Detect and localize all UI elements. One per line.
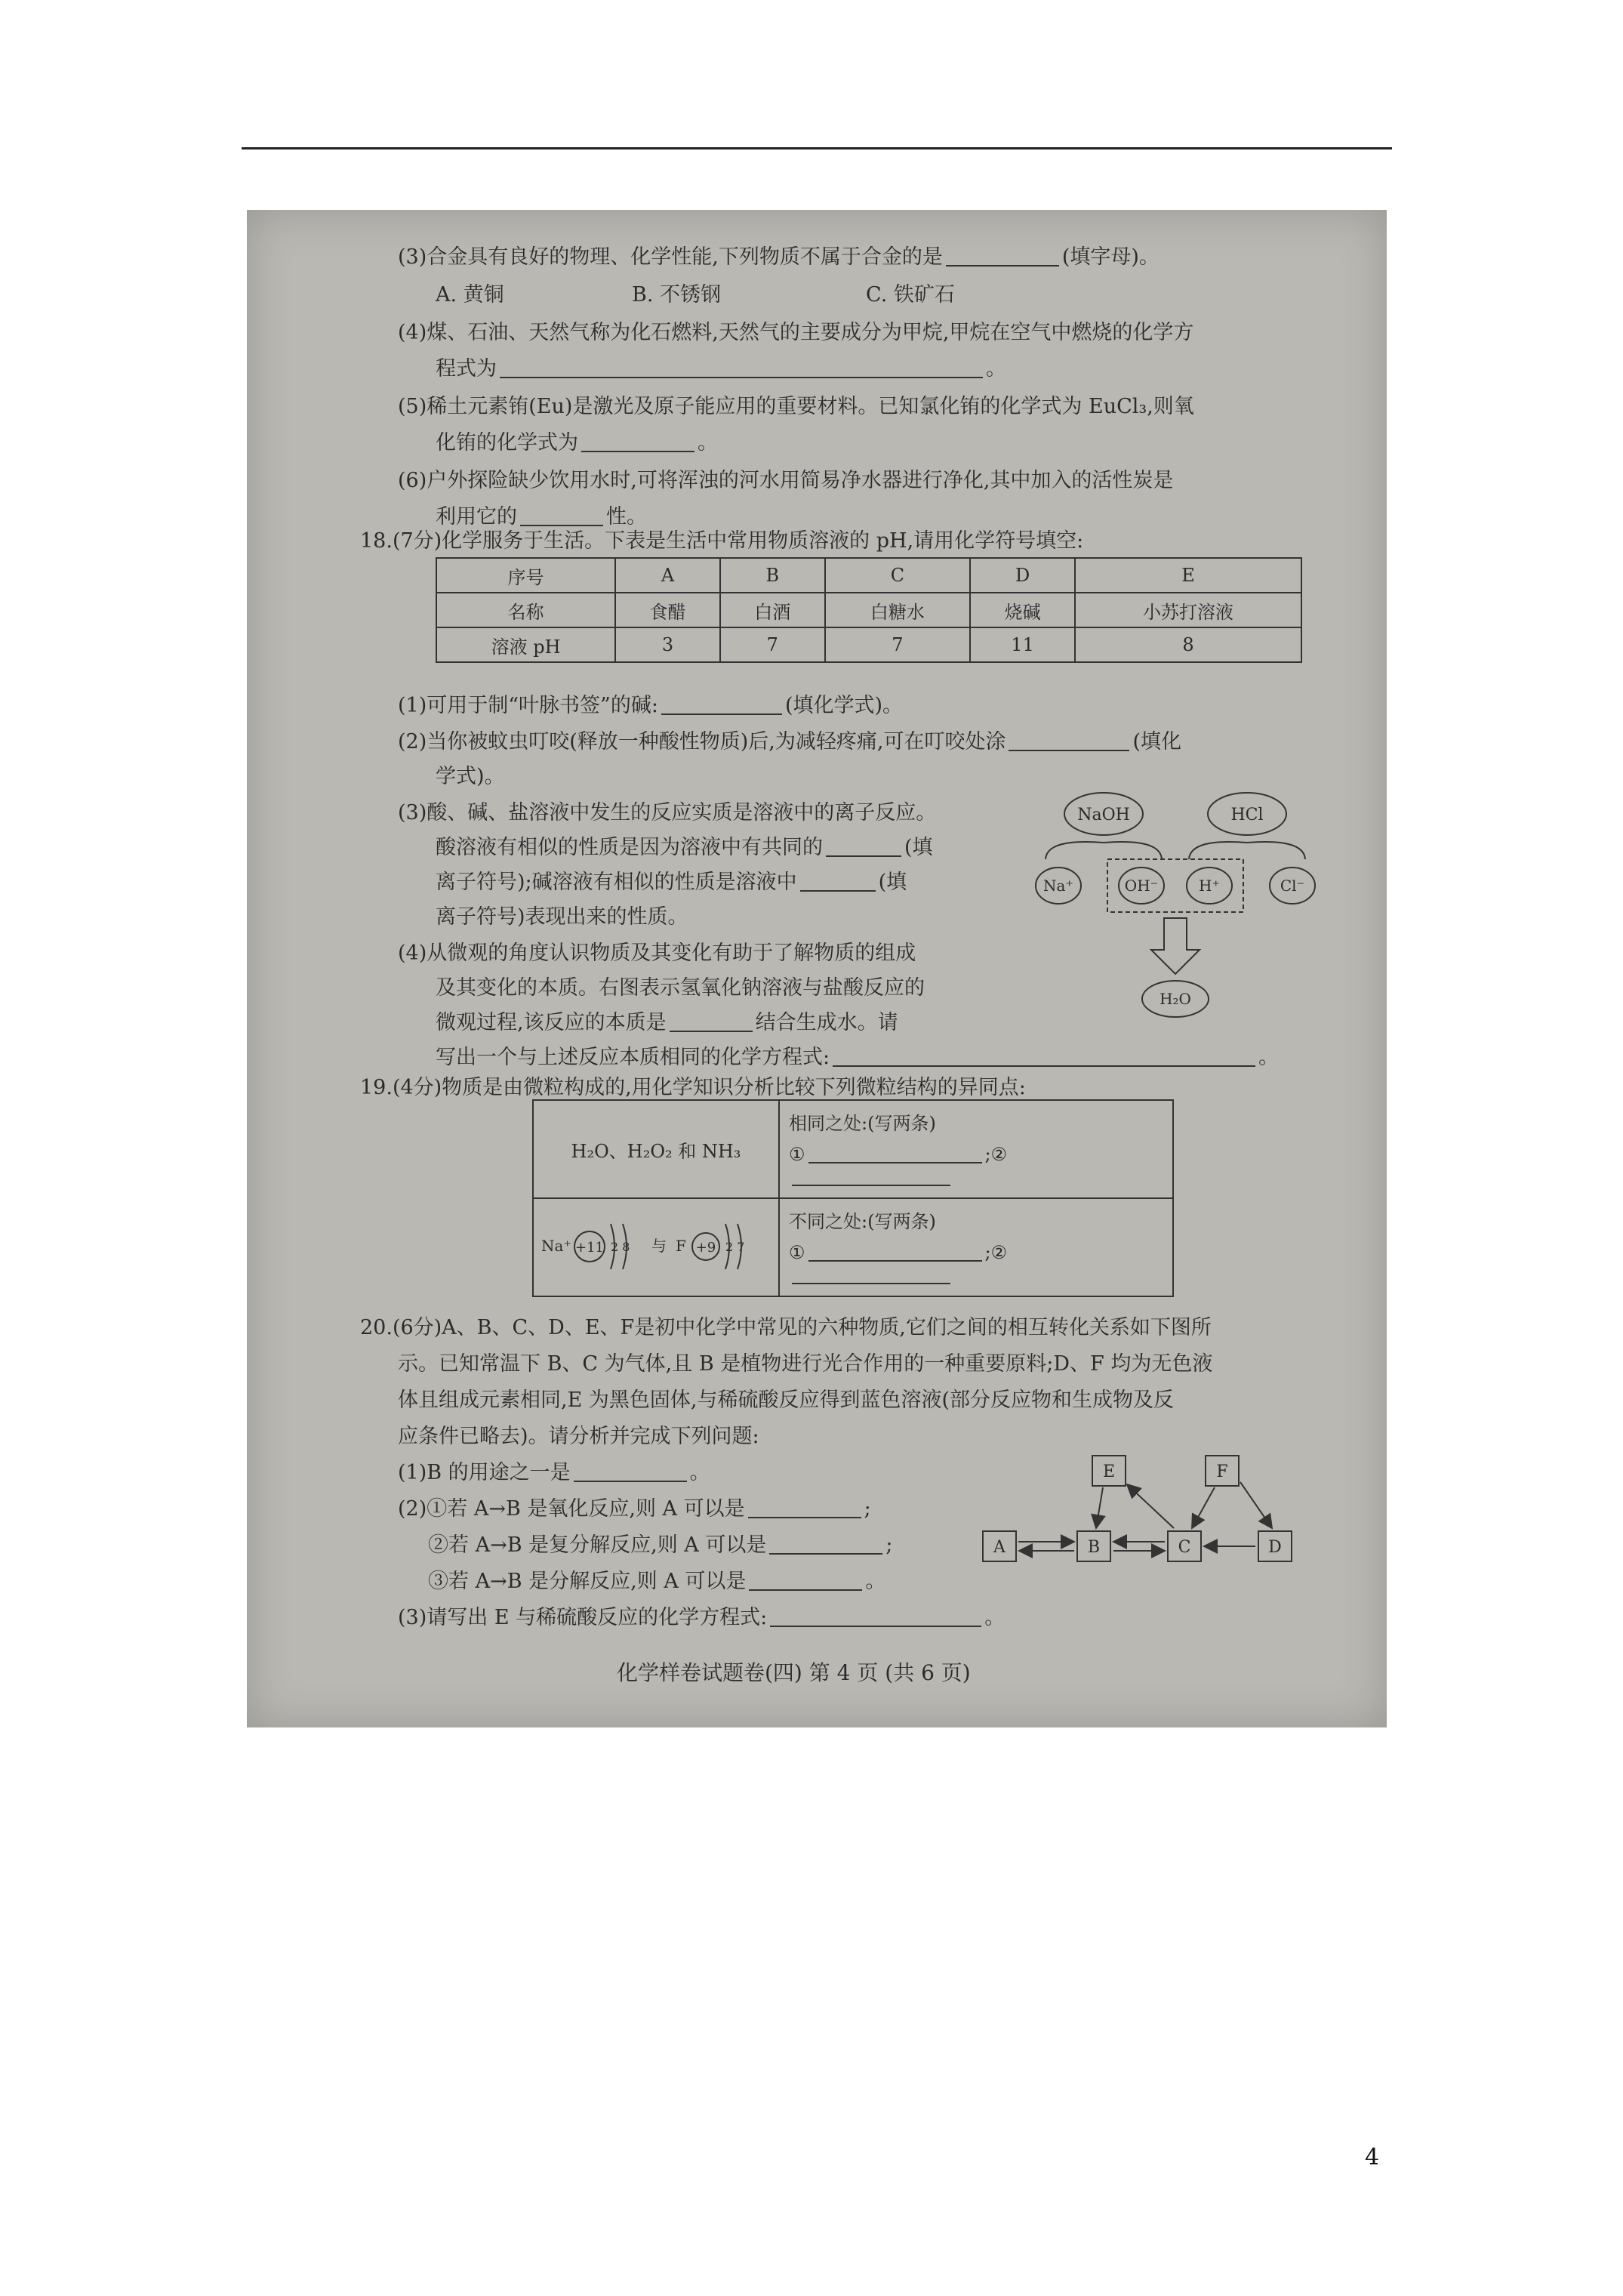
answer-blank[interactable] [808,1142,982,1163]
na-ion-label: Na⁺ [1043,877,1073,895]
scanned-exam-page [247,210,1387,1727]
q18-part2-prefix: (2)当你被蚊虫叮咬(释放一种酸性物质)后,为减轻疼痛,可在叮咬处涂 [398,730,1006,754]
q17-part4-line1: (4)煤、石油、天然气称为化石燃料,天然气的主要成分为甲烷,甲烷在空气中燃烧的化学方 [398,321,1194,344]
table-row [436,627,1301,662]
answer-blank[interactable] [1009,730,1129,751]
q20-stem-line3: 体且组成元素相同,E 为黑色固体,与稀硫酸反应得到蓝色溶液(部分反应物和生成物及反 [398,1388,1174,1412]
oh-ion-label: OH⁻ [1124,877,1159,895]
q17-part4-prefix: 程式为 [436,357,497,381]
arrow-f-c [1192,1487,1215,1528]
answer-blank[interactable] [520,505,603,526]
table-cell: 8 [1075,627,1301,662]
q20-part2-punct: ; [864,1497,871,1521]
answer-blank[interactable] [581,431,694,452]
answer-blank[interactable] [749,1570,862,1591]
q17-part6-prefix: 利用它的 [436,505,517,529]
particle-comparison-table [532,1099,1174,1297]
mark-2: ② [990,1144,1008,1165]
node-b-label: B [1087,1538,1101,1557]
table-cell: 烧碱 [970,593,1075,627]
q18-stem: 18.(7分)化学服务于生活。下表是生活中常用物质溶液的 pH,请用化学符号填空: [360,529,1084,553]
table-cell: 溶液 pH [436,627,615,662]
na-shell-electrons: 2 8 [611,1240,630,1254]
water-label: H₂O [1160,990,1191,1008]
header-rule [242,147,1392,149]
naoh-label: NaOH [1077,806,1130,824]
table-cell [779,1198,1173,1296]
table-row [533,1100,1173,1198]
naoh-brace [1046,842,1162,859]
q17-option-b: B. 不锈钢 [632,283,722,307]
q20-part3-suffix: 。 [984,1606,1006,1629]
table-cell: 白酒 [720,593,825,627]
table-cell [779,1100,1173,1198]
node-d-label: D [1268,1538,1282,1557]
answer-blank[interactable] [800,871,876,892]
q20-stem-line1: 20.(6分)A、B、C、D、E、F是初中化学中常见的六种物质,它们之间的相互转化关系如下图所 [360,1316,1212,1339]
table-cell: E [1075,558,1301,593]
table-cell: B [720,558,825,593]
answer-blank[interactable] [574,1461,687,1482]
q20-part2-punct: 。 [865,1570,886,1593]
table-cell: 3 [615,627,720,662]
hcl-label: HCl [1230,806,1264,824]
q18-part2 [398,725,1181,754]
q18-part4-line2: 及其变化的本质。右图表示氢氧化钠溶液与盐酸反应的 [436,976,925,1000]
table-cell: 白糖水 [825,593,971,627]
q18-part2-line2: 学式)。 [436,765,505,788]
answer-blank[interactable] [661,694,782,715]
table-cell: H₂O、H₂O₂ 和 NH₃ [533,1100,779,1198]
q18-part4-text: 微观过程,该反应的本质是 [436,1011,667,1034]
q18-part3-line3 [436,865,907,895]
q20-part2-3 [428,1564,885,1594]
q18-part1-prefix: (1)可用于制“叶脉书签”的碱: [398,694,658,717]
q17-part3 [398,240,1160,270]
answer-blank[interactable] [826,836,901,857]
transformation-diagram [979,1448,1357,1576]
similarity-answers: ① ;② [789,1142,1163,1188]
q18-part2-suffix: (填化 [1132,730,1182,754]
table-row [533,1198,1173,1296]
table-cell: 11 [970,627,1075,662]
answer-blank[interactable] [833,1046,1255,1067]
q18-part4-line3 [436,1006,898,1035]
answer-blank[interactable] [748,1497,861,1518]
q19-stem: 19.(4分)物质是由微粒构成的,用化学知识分析比较下列微粒结构的异同点: [360,1076,1026,1099]
difference-title: 不同之处:(写两条) [789,1211,936,1232]
node-c-label: C [1178,1538,1191,1557]
table-cell: 序号 [436,558,615,593]
arrow-c-e [1127,1484,1174,1528]
page-number: 4 [1365,2144,1380,2171]
hcl-brace [1189,842,1305,859]
q20-part3 [398,1601,1005,1630]
table-cell: 名称 [436,593,615,627]
answer-blank[interactable] [500,357,983,378]
arrow-f-d [1240,1482,1272,1528]
table-cell: 小苏打溶液 [1075,593,1301,627]
q20-stem-line2: 示。已知常温下 B、C 为气体,且 B 是植物进行光合作用的一种重要原料;D、F 均为无色液 [398,1352,1213,1376]
q20-part1-suffix: 。 [689,1461,710,1484]
q17-part4-line2: 程式为 。 [436,357,1006,381]
q17-part5-line2: 化铕的化学式为 。 [436,431,718,455]
f-nucleus-charge: +9 [695,1240,716,1256]
q17-part6-suffix: 性。 [606,505,647,529]
q17-part6-line1: (6)户外探险缺少饮用水时,可将浑浊的河水用简易净水器进行净化,其中加入的活性炭是 [398,469,1174,492]
f-atom-symbol: F [676,1237,686,1255]
q20-part2-2 [428,1528,892,1558]
h-ion-label: H⁺ [1199,877,1220,895]
answer-blank[interactable] [792,1165,950,1186]
na-nucleus-charge: +11 [575,1240,604,1256]
answer-blank[interactable] [792,1263,950,1284]
q18-part4-text: 结合生成水。请 [755,1011,898,1034]
table-cell: 7 [720,627,825,662]
q18-part3-line1: (3)酸、碱、盐溶液中发生的反应实质是溶液中的离子反应。 [398,801,937,824]
q20-part2-text: ③若 A→B 是分解反应,则 A 可以是 [428,1570,747,1593]
q17-part3-tail: (填字母)。 [1061,245,1160,269]
q20-stem-line4: 应条件已略去)。请分析并完成下列问题: [398,1425,759,1448]
q18-part3-text: (填 [904,836,933,859]
q18-part3-text: 离子符号);碱溶液有相似的性质是溶液中 [436,871,797,894]
mark-1: ① [789,1144,805,1165]
down-arrow-icon [1151,918,1200,974]
q18-part4-text: 写出一个与上述反应本质相同的化学方程式: [436,1046,830,1069]
node-e-label: E [1102,1462,1116,1481]
q17-part5-line1: (5)稀土元素铕(Eu)是激光及原子能应用的重要材料。已知氯化铕的化学式为 EuCl₃,则氧 [398,395,1194,418]
q17-part5-prefix: 化铕的化学式为 [436,431,578,455]
answer-blank[interactable] [946,245,1059,267]
table-cell: A [615,558,720,593]
q17-option-a: A. 黄铜 [436,283,504,307]
answer-blank[interactable] [769,1533,882,1555]
table-cell: D [970,558,1075,593]
q20-part2-punct: ; [885,1533,893,1557]
q18-part1 [398,689,903,718]
answer-blank[interactable] [770,1606,981,1627]
q18-part4-line4: 写出一个与上述反应本质相同的化学方程式: 。 [436,1046,1280,1069]
arrow-e-b [1096,1487,1103,1528]
joiner-text: 与 [651,1237,667,1255]
table-cell: 食醋 [615,593,720,627]
mark-2: ② [990,1242,1008,1263]
q20-part1-prefix: (1)B 的用途之一是 [398,1461,571,1484]
q17-part3-text: (3)合金具有良好的物理、化学性能,下列物质不属于合金的是 [398,245,943,269]
answer-blank[interactable] [808,1240,982,1262]
f-shell-electrons: 2 7 [725,1240,745,1254]
ph-table [436,557,1302,663]
q20-part2-text: ②若 A→B 是复分解反应,则 A 可以是 [428,1533,767,1557]
table-row [436,558,1301,593]
answer-blank[interactable] [670,1011,753,1032]
table-cell: C [825,558,971,593]
table-cell [533,1198,779,1296]
q18-part4-line1: (4)从微观的角度认识物质及其变化有助于了解物质的组成 [398,942,916,965]
similarity-title: 相同之处:(写两条) [789,1113,936,1134]
na-ion-symbol: Na⁺ [541,1237,571,1255]
q20-part2-text: (2)①若 A→B 是氧化反应,则 A 可以是 [398,1497,745,1521]
atom-structure-diagram [538,1207,757,1283]
q20-part3-prefix: (3)请写出 E 与稀硫酸反应的化学方程式: [398,1606,768,1629]
q18-part3-line4: 离子符号)表现出来的性质。 [436,905,688,929]
node-f-label: F [1216,1462,1228,1481]
table-cell: 7 [825,627,971,662]
q18-part3-text: (填 [878,871,907,894]
ion-reaction-diagram [1032,784,1319,1025]
table-row [436,593,1301,627]
cl-ion-label: Cl⁻ [1280,877,1305,895]
page-footer: 化学样卷试题卷(四) 第 4 页 (共 6 页) [617,1660,971,1685]
node-a-label: A [993,1538,1006,1557]
q18-part3-text: 酸溶液有相似的性质是因为溶液中有共同的 [436,836,823,859]
difference-answers: ① ;② [789,1240,1163,1286]
q18-part3-line2 [436,831,933,860]
q18-part1-suffix: (填化学式)。 [784,694,904,717]
q17-option-c: C. 铁矿石 [866,283,955,307]
q20-part1 [398,1456,710,1485]
mark-1: ① [789,1242,805,1263]
q20-part2-1 [398,1492,871,1521]
